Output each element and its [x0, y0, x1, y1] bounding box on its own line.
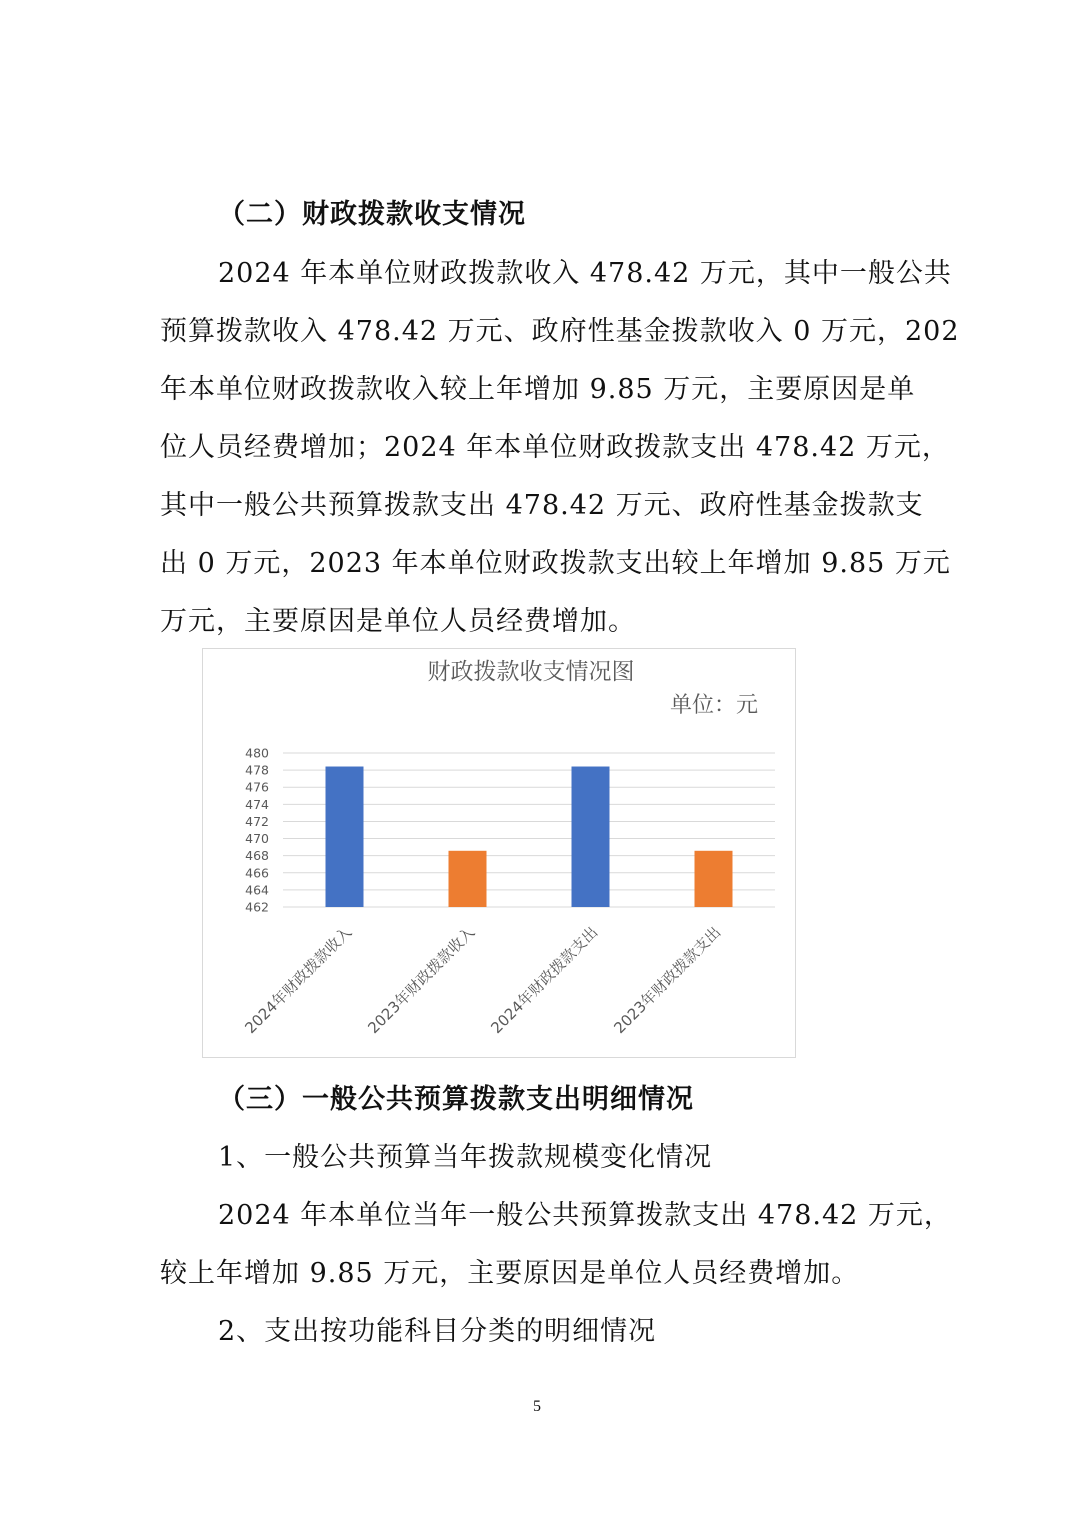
y-tick-label: 466: [245, 865, 269, 881]
section3-heading: （三）一般公共预算拨款支出明细情况: [218, 1084, 694, 1115]
paragraph-line: 其中一般公共预算拨款支出 478.42 万元、政府性基金拨款支: [160, 490, 924, 521]
paragraph-line: 年本单位财政拨款收入较上年增加 9.85 万元，主要原因是单: [160, 374, 916, 405]
y-tick-label: 472: [245, 813, 269, 829]
section3-item1: 1、一般公共预算当年拨款规模变化情况: [218, 1142, 713, 1173]
bar: [449, 851, 487, 907]
page-number: 5: [533, 1398, 541, 1415]
x-tick-label: 2023年财政拨款支出: [610, 923, 725, 1038]
y-tick-label: 462: [245, 899, 269, 915]
y-tick-label: 478: [245, 762, 269, 778]
chart-subtitle: 单位：元: [669, 693, 758, 718]
x-tick-label: 2024年财政拨款支出: [487, 923, 602, 1038]
y-tick-label: 476: [245, 779, 269, 795]
section2-heading: （二）财政拨款收支情况: [218, 199, 526, 230]
paragraph-line: 位人员经费增加；2024 年本单位财政拨款支出 478.42 万元，: [160, 432, 950, 463]
paragraph-line: 2024 年本单位当年一般公共预算拨款支出 478.42 万元，: [218, 1200, 952, 1231]
y-tick-label: 470: [245, 831, 269, 847]
bar: [326, 767, 364, 907]
y-tick-label: 464: [245, 882, 269, 898]
paragraph-line: 2024 年本单位财政拨款收入 478.42 万元，其中一般公共: [218, 258, 952, 289]
x-tick-label: 2023年财政拨款收入: [364, 923, 479, 1038]
y-tick-label: 468: [245, 848, 269, 864]
bar: [572, 767, 610, 907]
bar: [695, 851, 733, 907]
x-tick-label: 2024年财政拨款收入: [241, 923, 356, 1038]
y-tick-label: 474: [245, 796, 269, 812]
paragraph-line: 出 0 万元，2023 年本单位财政拨款支出较上年增加 9.85 万元: [160, 548, 951, 579]
paragraph-line: 预算拨款收入 478.42 万元、政府性基金拨款收入 0 万元，202: [160, 316, 960, 347]
chart-title: 财政拨款收支情况图: [427, 659, 635, 685]
bar-chart: [202, 648, 796, 1058]
paragraph-line: 较上年增加 9.85 万元，主要原因是单位人员经费增加。: [160, 1258, 860, 1289]
paragraph-line: 万元，主要原因是单位人员经费增加。: [160, 606, 636, 637]
section3-item2: 2、支出按功能科目分类的明细情况: [218, 1316, 657, 1347]
y-tick-label: 480: [245, 745, 269, 761]
chart-canvas: [203, 649, 795, 1057]
